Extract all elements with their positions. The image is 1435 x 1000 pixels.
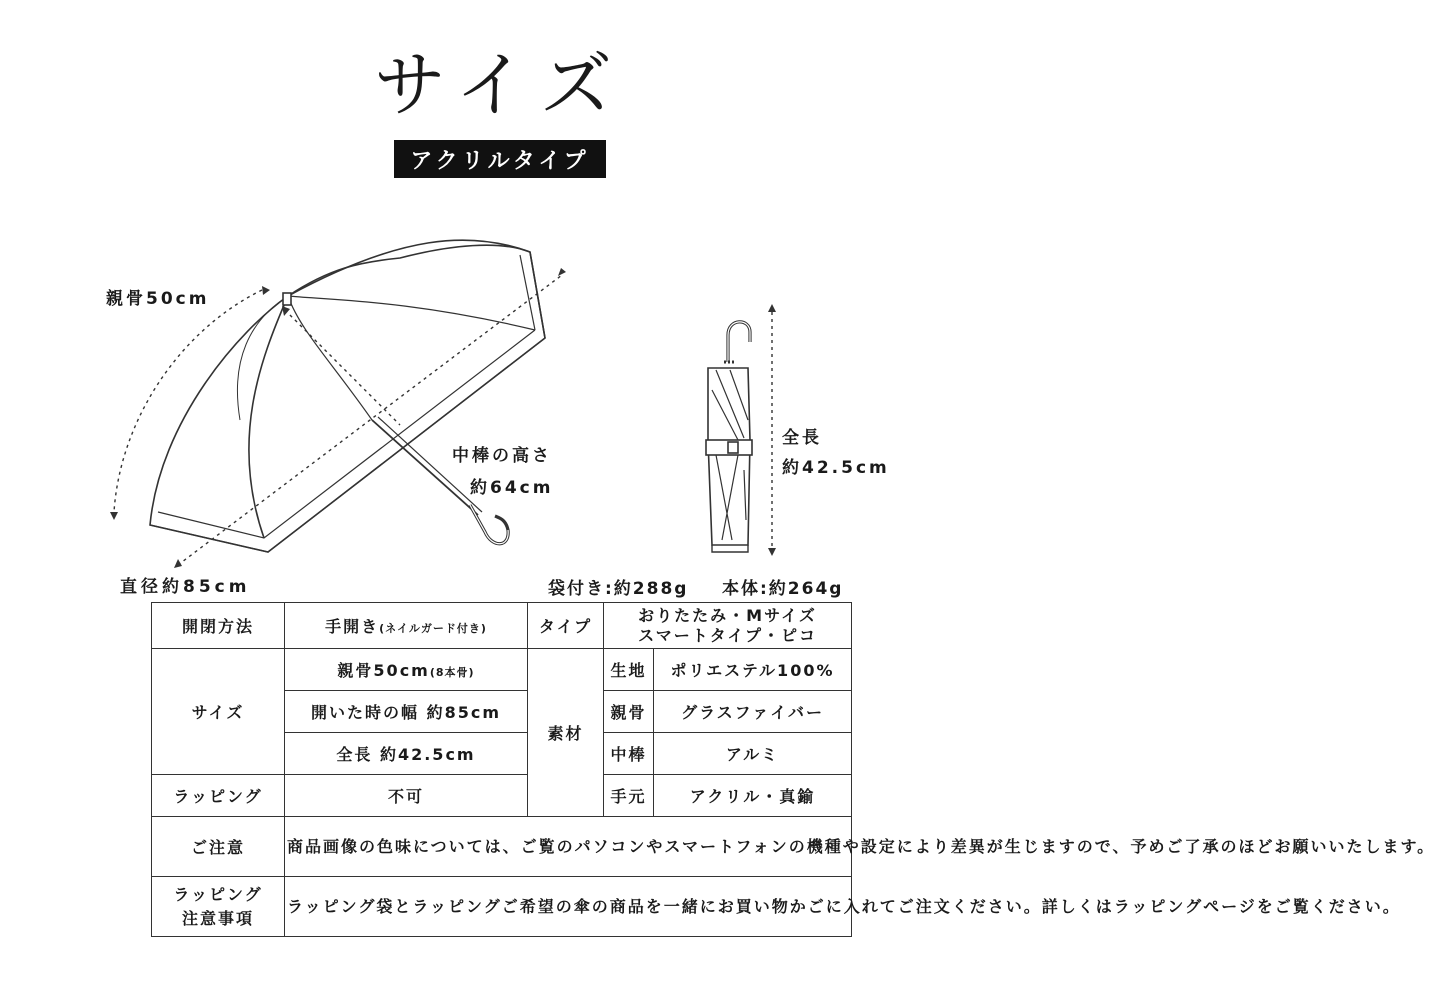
rib-length-label: 親骨50cm: [106, 289, 210, 309]
type-value: おりたたみ・Mサイズ スマートタイプ・ピコ: [604, 603, 852, 649]
material-row-value: グラスファイバー: [654, 691, 852, 733]
total-length-value: 約42.5cm: [782, 458, 890, 478]
material-row-value: ポリエステル100%: [654, 649, 852, 691]
table-row: [152, 817, 852, 877]
folded-umbrella-icon: [706, 322, 752, 552]
open-method-value: 手開き(ネイルガード付き): [285, 603, 528, 649]
page-title: サイズ: [373, 43, 627, 127]
material-row-value: アルミ: [654, 733, 852, 775]
weight-with-bag: 袋付き:約288g: [548, 579, 689, 599]
rib-length-arrow: [114, 290, 262, 512]
material-row-value: アクリル・真鍮: [654, 775, 852, 817]
size-row: 親骨50cm(8本骨): [285, 649, 528, 691]
wrap-note-label: ラッピング 注意事項: [152, 877, 285, 937]
caution-label: ご注意: [152, 817, 285, 877]
size-row: 全長 約42.5cm: [285, 733, 528, 775]
caution-text: 商品画像の色味については、ご覧のパソコンやスマートフォンの機種や設定により差異が生じますので、予めご了承のほどお願いいたします。: [285, 817, 852, 877]
material-label: 素材: [528, 649, 604, 817]
spec-table: [151, 602, 1435, 937]
open-method-label: 開閉方法: [152, 603, 285, 649]
size-row: 開いた時の幅 約85cm: [285, 691, 528, 733]
table-row: [152, 877, 852, 937]
table-row: [152, 775, 852, 817]
type-label: タイプ: [528, 603, 604, 649]
table-row: [152, 603, 852, 649]
material-row-label: 手元: [604, 775, 654, 817]
shaft-height-arrow: [285, 310, 400, 425]
material-row-label: 生地: [604, 649, 654, 691]
wrap-note-text: ラッピング袋とラッピングご希望の傘の商品を一緒にお買い物かごに入れてご注文ください。詳しくはラッピングページをご覧ください。: [285, 877, 852, 937]
shaft-height-label: 中棒の高さ: [452, 446, 552, 466]
wrapping-label: ラッピング: [152, 775, 285, 817]
weight-body: 本体:約264g: [722, 579, 844, 599]
material-row-label: 親骨: [604, 691, 654, 733]
total-length-label: 全長: [782, 428, 822, 448]
shaft-height-value: 約64cm: [470, 478, 554, 498]
diameter-label: 直径約85cm: [120, 577, 251, 597]
wrapping-value: 不可: [285, 775, 528, 817]
type-badge: アクリルタイプ: [394, 140, 606, 178]
size-label: サイズ: [152, 649, 285, 775]
material-row-label: 中棒: [604, 733, 654, 775]
table-row: [152, 649, 852, 691]
